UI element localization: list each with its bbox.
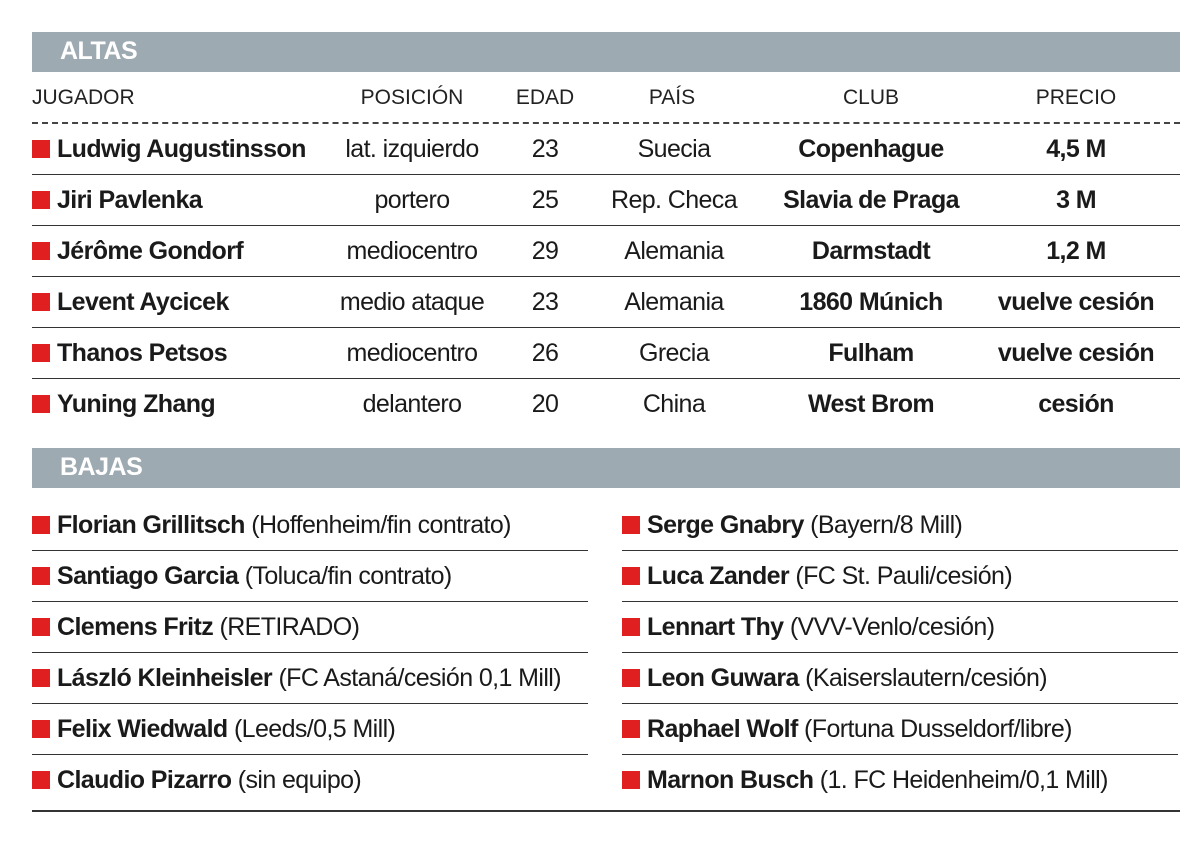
transfer-detail: (Leeds/0,5 Mill) (233, 715, 396, 743)
club: Copenhague (798, 135, 944, 163)
bajas-item (32, 653, 588, 704)
transfer-detail: (FC St. Pauli/cesión) (795, 562, 1013, 590)
position: lat. izquierdo (345, 135, 479, 163)
header-jugador: JUGADOR (32, 86, 135, 109)
altas-row (32, 226, 1180, 277)
country: Alemania (624, 237, 724, 265)
red-square-icon (622, 720, 640, 738)
header-edad: EDAD (515, 86, 575, 109)
bajas-item (622, 500, 1178, 551)
player-name: Jiri Pavlenka (57, 186, 203, 214)
club: Slavia de Praga (783, 186, 959, 214)
red-square-icon (32, 395, 50, 413)
header-club: CLUB (842, 86, 900, 109)
player-name: Thanos Petsos (57, 339, 228, 367)
player-name: Florian Grillitsch (57, 511, 245, 539)
bajas-item (622, 755, 1178, 806)
altas-row (32, 124, 1180, 175)
player-name: Raphael Wolf (647, 715, 798, 743)
age: 23 (531, 288, 559, 316)
age: 23 (531, 135, 559, 163)
red-square-icon (622, 618, 640, 636)
red-square-icon (32, 293, 50, 311)
player-name: Serge Gnabry (647, 511, 804, 539)
red-square-icon (32, 669, 50, 687)
red-square-icon (32, 191, 50, 209)
player-name: Lennart Thy (647, 613, 784, 641)
country: Suecia (637, 135, 711, 163)
country: Grecia (638, 339, 710, 367)
player-name: Levent Aycicek (57, 288, 229, 316)
club: West Brom (807, 390, 935, 418)
bajas-item (622, 704, 1178, 755)
player-name: Clemens Fritz (57, 613, 214, 641)
price: cesión (1038, 390, 1114, 418)
altas-row (32, 328, 1180, 379)
bajas-item (32, 500, 588, 551)
price: 4,5 M (1046, 135, 1106, 163)
red-square-icon (32, 720, 50, 738)
price: vuelve cesión (997, 288, 1155, 316)
transfer-detail: (VVV-Venlo/cesión) (789, 613, 995, 641)
age: 25 (531, 186, 559, 214)
transfer-detail: (Bayern/8 Mill) (810, 511, 963, 539)
price: 3 M (1056, 186, 1096, 214)
player-name: Leon Guwara (647, 664, 799, 692)
position: mediocentro (346, 339, 478, 367)
position: mediocentro (346, 237, 478, 265)
red-square-icon (32, 771, 50, 789)
red-square-icon (622, 669, 640, 687)
bajas-item (32, 755, 588, 806)
header-pais: PAÍS (648, 86, 696, 109)
player-name: Felix Wiedwald (57, 715, 228, 743)
red-square-icon (622, 567, 640, 585)
transfer-detail: (Kaiserslautern/cesión) (805, 664, 1047, 692)
player-name: Luca Zander (647, 562, 790, 590)
bajas-item (32, 551, 588, 602)
altas-title: ALTAS (60, 37, 138, 65)
bajas-title: BAJAS (60, 453, 143, 481)
price: 1,2 M (1046, 237, 1106, 265)
altas-column-headers (32, 84, 1180, 114)
player-name: László Kleinheisler (57, 664, 273, 692)
transfer-detail: (RETIRADO) (219, 613, 360, 641)
position: delantero (362, 390, 462, 418)
player-name: Ludwig Augustinsson (57, 135, 306, 163)
header-posicion: POSICIÓN (360, 86, 464, 109)
bottom-rule (32, 810, 1180, 812)
bajas-item (622, 653, 1178, 704)
red-square-icon (622, 516, 640, 534)
club: Fulham (828, 339, 914, 367)
red-square-icon (32, 140, 50, 158)
altas-section-header (32, 32, 1180, 72)
age: 20 (531, 390, 559, 418)
country: Rep. Checa (610, 186, 738, 214)
age: 26 (531, 339, 559, 367)
header-precio: PRECIO (1035, 86, 1117, 109)
bajas-item (622, 551, 1178, 602)
position: portero (374, 186, 450, 214)
altas-row (32, 379, 1180, 430)
transfer-detail: (FC Astaná/cesión 0,1 Mill) (278, 664, 561, 692)
bajas-section-header (32, 448, 1180, 488)
club: Darmstadt (811, 237, 931, 265)
position: medio ataque (339, 288, 485, 316)
player-name: Claudio Pizarro (57, 766, 232, 794)
player-name: Yuning Zhang (57, 390, 216, 418)
transfer-detail: (Fortuna Dusseldorf/libre) (804, 715, 1072, 743)
bajas-item (32, 704, 588, 755)
red-square-icon (622, 771, 640, 789)
transfer-detail: (sin equipo) (237, 766, 362, 794)
red-square-icon (32, 567, 50, 585)
player-name: Marnon Busch (647, 766, 814, 794)
altas-row (32, 175, 1180, 226)
transfer-detail: (1. FC Heidenheim/0,1 Mill) (819, 766, 1108, 794)
player-name: Santiago Garcia (57, 562, 239, 590)
player-name: Jérôme Gondorf (57, 237, 244, 265)
red-square-icon (32, 344, 50, 362)
transfer-detail: (Toluca/fin contrato) (244, 562, 452, 590)
red-square-icon (32, 516, 50, 534)
club: 1860 Múnich (799, 288, 943, 316)
transfer-detail: (Hoffenheim/fin contrato) (251, 511, 511, 539)
altas-row (32, 277, 1180, 328)
price: vuelve cesión (997, 339, 1155, 367)
country: China (642, 390, 706, 418)
bajas-item (622, 602, 1178, 653)
red-square-icon (32, 242, 50, 260)
age: 29 (531, 237, 559, 265)
red-square-icon (32, 618, 50, 636)
country: Alemania (624, 288, 724, 316)
bajas-item (32, 602, 588, 653)
